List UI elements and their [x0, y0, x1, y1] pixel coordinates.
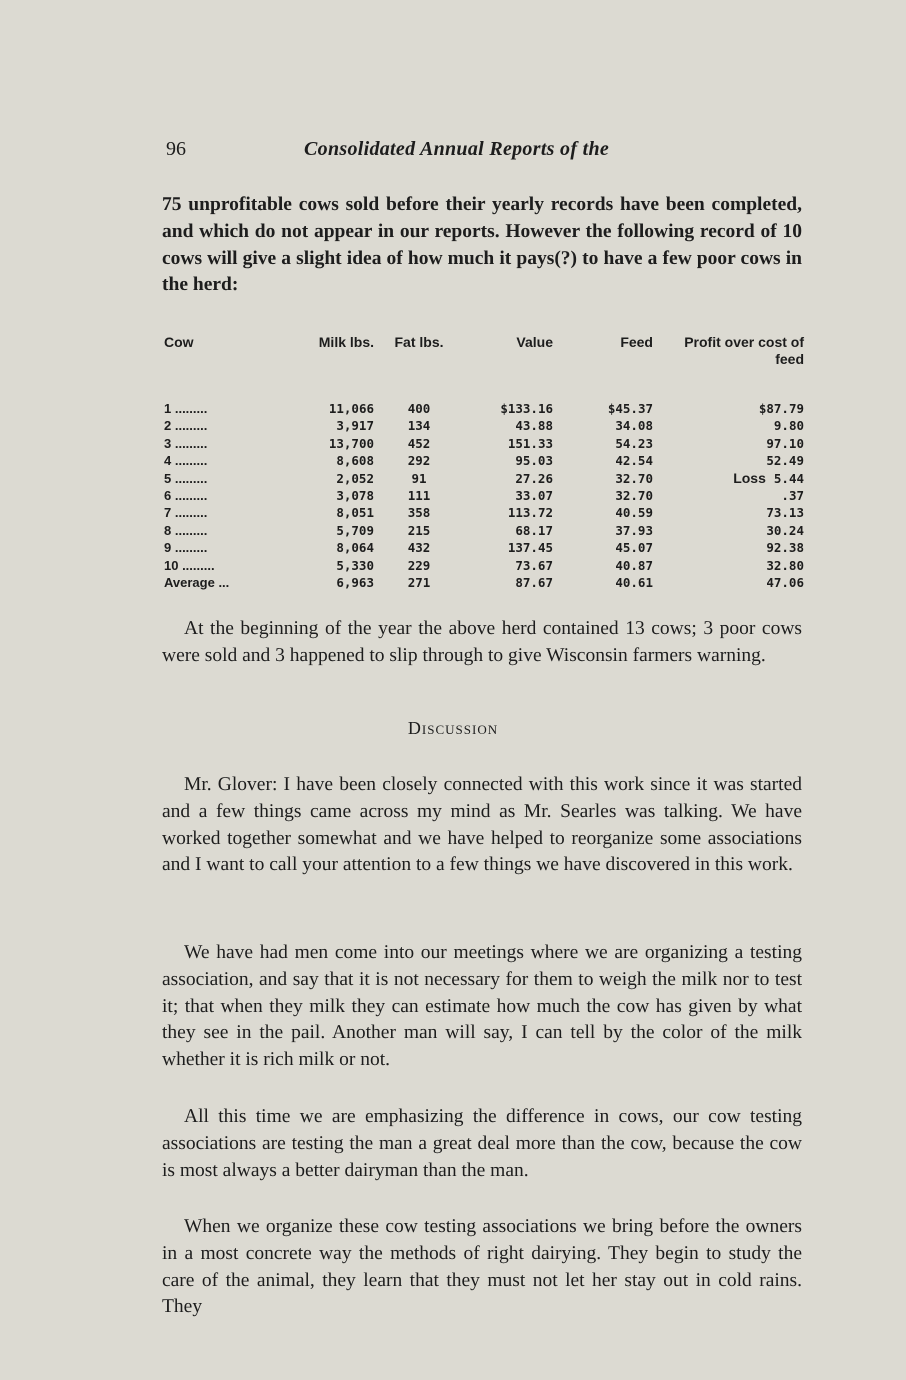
- col-header-feed: Feed: [620, 334, 653, 350]
- cell-cow: 8 .........: [164, 522, 208, 538]
- table-row: [164, 435, 804, 452]
- cell-value: 73.67: [515, 557, 553, 573]
- cell-feed: 32.70: [615, 470, 653, 486]
- discussion-paragraph-1: Mr. Glover: I have been closely connected with this work since it was started and a few things came across my mind as Mr. Searles was talking. We have worked together somewhat and we have helped to reorganize some associations and I want to call your attention to a few things we have discovered in this work.: [162, 774, 802, 876]
- herd-record-table: [164, 334, 804, 591]
- cell-feed: 45.07: [615, 540, 653, 556]
- cell-profit: $87.79: [758, 401, 804, 416]
- cell-feed: 42.54: [615, 453, 653, 469]
- cell-feed: 40.87: [615, 557, 653, 573]
- cell-profit: 32.80: [766, 557, 804, 573]
- cell-profit: 9.80: [773, 418, 804, 434]
- cell-milk: 8,064: [336, 540, 374, 556]
- cell-value: 95.03: [515, 453, 553, 469]
- page-number: 96: [166, 138, 186, 160]
- cell-fat: 271: [407, 575, 431, 591]
- cell-fat: 400: [407, 401, 431, 416]
- cell-fat: 358: [407, 505, 431, 521]
- cell-milk: 2,052: [336, 470, 374, 486]
- cell-profit: 30.24: [766, 522, 804, 538]
- cell-milk: 11,066: [328, 401, 374, 416]
- cell-fat: 229: [407, 557, 431, 573]
- cell-milk: 3,917: [336, 418, 374, 434]
- cell-value: 33.07: [515, 488, 553, 504]
- loss-label: Loss: [733, 469, 766, 486]
- cell-profit: 97.10: [766, 435, 804, 451]
- cell-fat: 292: [407, 453, 431, 469]
- table-row: [164, 557, 804, 574]
- table-row: [164, 417, 804, 434]
- cell-fat: 215: [407, 522, 431, 538]
- cell-cow: Average ...: [164, 575, 230, 591]
- cell-fat: 432: [407, 540, 431, 556]
- cell-feed: 32.70: [615, 488, 653, 504]
- cell-feed: 37.93: [615, 522, 653, 538]
- cell-cow: 6 .........: [164, 488, 208, 504]
- table-row: [164, 522, 804, 539]
- cell-cow: 10 .........: [164, 557, 215, 573]
- table-row: [164, 400, 804, 417]
- cell-feed: 54.23: [615, 435, 653, 451]
- cell-cow: 4 .........: [164, 453, 208, 469]
- cell-cow: 7 .........: [164, 505, 208, 521]
- cell-milk: 6,963: [336, 575, 374, 591]
- section-heading: Discussion: [407, 718, 499, 738]
- cell-profit-loss: [653, 470, 804, 487]
- table-row: [164, 487, 804, 504]
- col-header-cow: Cow: [164, 334, 194, 350]
- table-row: [164, 452, 804, 469]
- cell-milk: 5,709: [336, 522, 374, 538]
- cell-cow: 5 .........: [164, 470, 208, 486]
- cell-profit: .37: [781, 488, 804, 504]
- cell-value: 27.26: [515, 470, 553, 486]
- col-header-fat: Fat lbs.: [394, 334, 444, 350]
- cell-feed: 34.08: [615, 418, 653, 434]
- cell-fat: 91: [411, 470, 427, 486]
- cell-value: 137.45: [507, 540, 553, 556]
- table-row: [164, 470, 804, 487]
- cell-feed: $45.37: [607, 401, 653, 416]
- cell-value: 87.67: [515, 575, 553, 591]
- cell-profit: 92.38: [766, 540, 804, 556]
- cell-value: $133.16: [500, 401, 553, 416]
- cell-value: 68.17: [515, 522, 553, 538]
- cell-milk: 13,700: [328, 435, 374, 451]
- loss-amount: 5.44: [773, 470, 804, 486]
- discussion-paragraph-3: All this time we are emphasizing the difference in cows, our cow testing associations are testing the man a great deal more than the cow, because the cow is most always a better dairyman than the man.: [162, 1106, 802, 1181]
- cell-fat: 134: [407, 418, 431, 434]
- table-row-average: [164, 574, 804, 591]
- discussion-paragraph-4: When we organize these cow testing associations we bring before the owners in a most concrete way the methods of right dairying. They begin to study the care of the animal, they learn that they must not let her stay out in cold rains. They: [162, 1216, 802, 1318]
- cell-cow: 9 .........: [164, 540, 208, 556]
- col-header-value: Value: [516, 334, 553, 350]
- running-title: Consolidated Annual Reports of the: [304, 138, 610, 160]
- cell-profit: 52.49: [766, 453, 804, 469]
- table-row: [164, 539, 804, 556]
- cell-value: 113.72: [507, 505, 553, 521]
- cell-milk: 5,330: [336, 557, 374, 573]
- cell-value: 151.33: [507, 435, 553, 451]
- cell-profit: 73.13: [766, 505, 804, 521]
- discussion-paragraph-2: We have had men come into our meetings where we are organizing a testing association, and say that it is not necessary for them to weigh the milk nor to test it; that when they milk they can estimate how much the cow has given by what they see in the pail. Another man will say, I can tell by the color of the milk whether it is rich milk or not.: [162, 942, 802, 1071]
- table-row: [164, 504, 804, 521]
- cell-cow: 3 .........: [164, 435, 208, 451]
- cell-cow: 1 .........: [164, 401, 208, 416]
- col-header-milk: Milk lbs.: [318, 334, 374, 350]
- intro-paragraph: 75 unprofitable cows sold before their yearly records have been completed, and which do not appear in our reports. However the following record of 10 cows will give a slight idea of how much it pays(?) to have a few poor cows in the herd:: [162, 194, 802, 296]
- cell-milk: 8,608: [336, 453, 374, 469]
- cell-cow: 2 .........: [164, 418, 208, 434]
- cell-feed: 40.61: [615, 575, 653, 591]
- page-header: [166, 138, 806, 168]
- cell-milk: 3,078: [336, 488, 374, 504]
- cell-value: 43.88: [515, 418, 553, 434]
- cell-profit: 47.06: [766, 575, 804, 591]
- herd-summary-paragraph: At the beginning of the year the above herd contained 13 cows; 3 poor cows were sold and 3 happened to slip through to give Wisconsin farmers warning.: [162, 618, 802, 666]
- cell-fat: 111: [407, 488, 431, 504]
- cell-fat: 452: [407, 435, 431, 451]
- col-header-profit: Profit over cost of feed: [684, 334, 804, 367]
- cell-milk: 8,051: [336, 505, 374, 521]
- table-header-row: [164, 334, 804, 400]
- cell-feed: 40.59: [615, 505, 653, 521]
